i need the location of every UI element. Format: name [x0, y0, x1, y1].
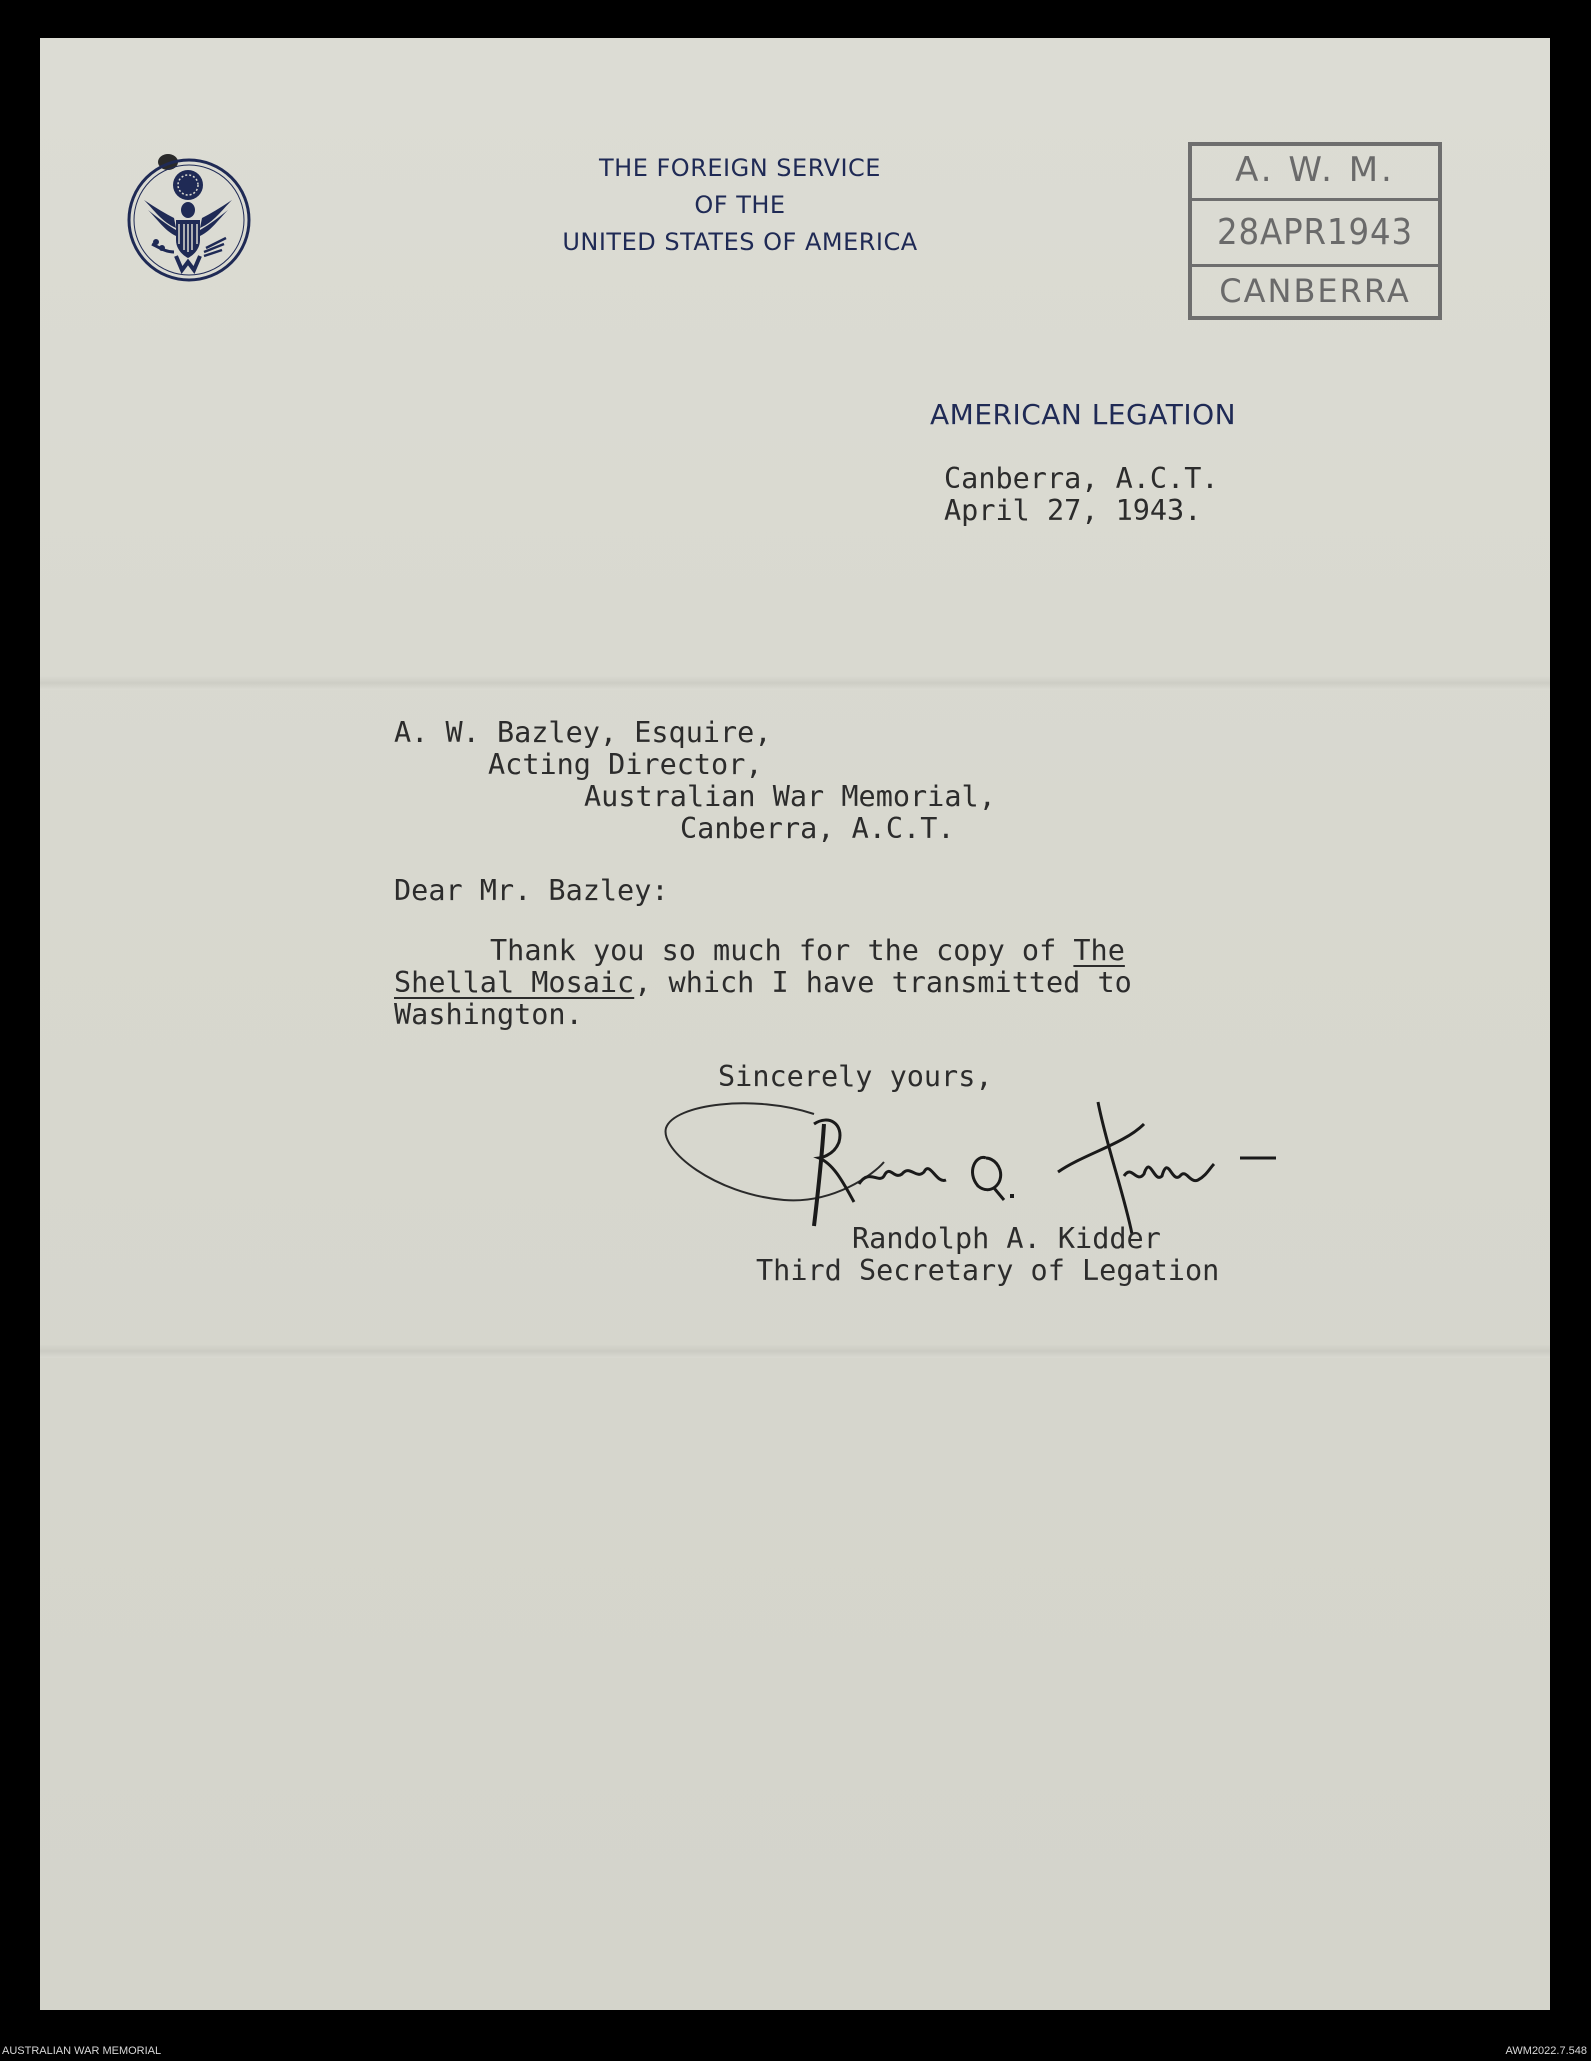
- letter-page: [40, 38, 1550, 2010]
- address-line-4: Canberra, A.C.T.: [680, 812, 955, 845]
- salutation: Dear Mr. Bazley:: [394, 874, 669, 907]
- letterhead-line-3: UNITED STATES OF AMERICA: [562, 228, 918, 256]
- letterhead: [520, 150, 960, 261]
- stamp-divider: [1192, 264, 1438, 267]
- great-seal-eagle-icon: [126, 152, 252, 288]
- letterhead-line-2: OF THE: [694, 191, 786, 219]
- address-line-3: Australian War Memorial,: [584, 780, 996, 813]
- stamp-place: CANBERRA: [1219, 272, 1411, 310]
- stamp-date: 28APR1943: [1216, 212, 1414, 253]
- body-text: , which I have transmitted to: [634, 966, 1132, 999]
- receipt-stamp: [1188, 142, 1442, 320]
- book-title: Shellal Mosaic: [394, 966, 635, 999]
- stamp-org: A. W. M.: [1235, 150, 1395, 190]
- legation-heading: AMERICAN LEGATION: [930, 398, 1237, 431]
- paper-fold: [40, 676, 1550, 690]
- paper-fold: [40, 1344, 1550, 1358]
- footer-accession: AWM2022.7.548: [1505, 2045, 1587, 2057]
- letterhead-line-1: THE FOREIGN SERVICE: [599, 154, 881, 182]
- stamp-divider: [1192, 198, 1438, 201]
- body-line-3: Washington.: [394, 998, 583, 1031]
- signatory-title: Third Secretary of Legation: [756, 1254, 1220, 1287]
- address-line-1: A. W. Bazley, Esquire,: [394, 716, 772, 749]
- body-text: Thank you so much for the copy of: [490, 934, 1074, 967]
- signatory-name: Randolph A. Kidder: [852, 1222, 1161, 1255]
- dateline-place: Canberra, A.C.T.: [944, 462, 1219, 495]
- body-line-2: [394, 966, 1132, 1000]
- closing: Sincerely yours,: [718, 1060, 993, 1093]
- address-line-2: Acting Director,: [488, 748, 763, 781]
- body-line-1: [490, 934, 1125, 968]
- footer-institution: AUSTRALIAN WAR MEMORIAL: [2, 2045, 162, 2057]
- book-title: The: [1073, 934, 1125, 967]
- dateline-date: April 27, 1943.: [944, 494, 1202, 527]
